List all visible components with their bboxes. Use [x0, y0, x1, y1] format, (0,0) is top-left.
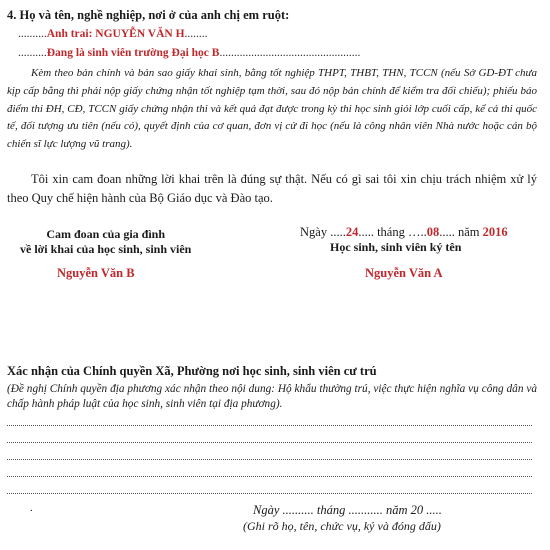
date-year: 2016: [482, 225, 508, 239]
date-text: ..... tháng …..: [358, 225, 427, 239]
date-day: 24: [345, 225, 359, 239]
student-signature-date: [300, 225, 508, 240]
attachments-text: Kèm theo bản chính và bản sao giấy khai sinh, bằng tốt nghiệp THPT, THBT, THN, TCCN (nếu Sở GD-ĐT chưa kịp cấp bằng thì phải nộp giấy chứng nhận tốt nghiệp tạm thời, sau đó nộp bản chính để kiểm tra đối chiếu); phiếu báo điểm thi ĐH, CĐ, TCCN giấy chứng nhận thi và kết quả đạt được trong kỳ thi học sinh giỏi lớp cuối cấp, kể cả thi quốc tế, đối tượng ưu tiên (nếu có), quyết định của cơ quan, đơn vị cử đi học (nếu là công nhân viên Nhà nước hoặc cán bộ chiến sĩ lực lượng vũ trang).: [7, 67, 537, 151]
leader-dots: ..........: [18, 28, 47, 40]
leader-dots: .................................................: [219, 47, 361, 59]
family-title-line1: Cam đoan của gia đình: [46, 227, 166, 241]
sibling-occupation-line: [18, 47, 360, 59]
confirmation-title: Xác nhận của Chính quyền Xã, Phường nơi học sinh, sinh viên cư trú: [7, 364, 377, 378]
date-month: 08: [426, 225, 440, 239]
leader-dots: ........: [184, 28, 208, 40]
student-signer-name: Nguyễn Văn A: [365, 266, 443, 280]
sibling-occupation: Đang là sinh viên trường Đại học B: [46, 47, 220, 59]
date-text: Ngày .....: [300, 225, 346, 239]
family-signer-name: Nguyễn Văn B: [57, 266, 135, 280]
family-signature-title: [20, 227, 191, 257]
commitment-text: Tôi xin cam đoan những lời khai trên là đúng sự thật. Nếu có gì sai tôi xin chịu trách nhiệm xử lý theo Quy chế hiện hành của Bộ Giáo dục và Đào tạo.: [7, 172, 537, 205]
attachments-paragraph: [7, 65, 537, 154]
leader-dots: ..........: [18, 47, 47, 59]
confirmation-signature-note: (Ghi rõ họ, tên, chức vụ, ký và đóng dấu): [243, 519, 441, 533]
student-signature-title: Học sinh, sinh viên ký tên: [330, 240, 462, 254]
blank-dotted-line: [7, 493, 532, 494]
blank-dotted-line: [7, 459, 532, 460]
section-heading: 4. Họ và tên, nghề nghiệp, nơi ở của anh chị em ruột:: [7, 8, 290, 22]
date-text: ..... năm: [439, 225, 483, 239]
family-title-line2: về lời khai của học sinh, sinh viên: [20, 242, 192, 256]
blank-dotted-line: [7, 425, 532, 426]
stray-mark: .: [30, 502, 33, 514]
blank-dotted-line: [7, 442, 532, 443]
confirmation-note: (Đề nghị Chính quyền địa phương xác nhận theo nội dung: Hộ khẩu thường trú, việc thực hiện nghĩa vụ công dân và chấp hành pháp luật của học sinh, sinh viên tại địa phương).: [7, 383, 537, 410]
commitment-paragraph: [7, 170, 537, 208]
sibling-name: Anh trai: NGUYỄN VĂN H: [46, 28, 185, 40]
sibling-name-line: [18, 28, 208, 40]
blank-dotted-line: [7, 476, 532, 477]
confirmation-date-line: Ngày .......... tháng ........... năm 20 .....: [253, 503, 442, 517]
